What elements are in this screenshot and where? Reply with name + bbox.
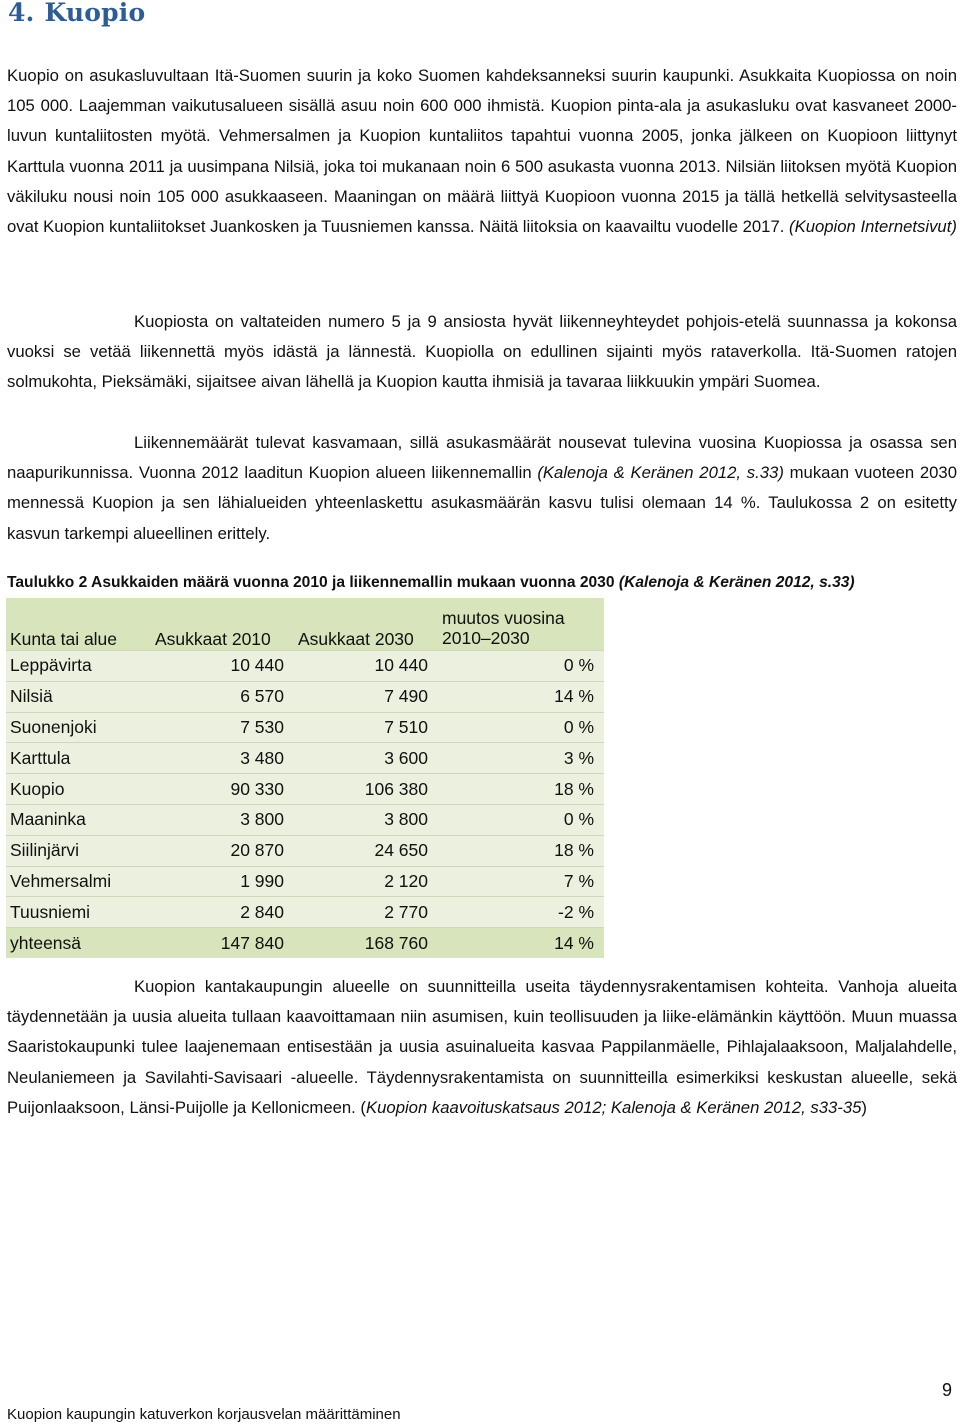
column-header-line: muutos vuosina xyxy=(442,608,565,628)
cell-residents-2010: 1 990 xyxy=(151,866,294,897)
cell-residents-2030: 3 600 xyxy=(294,743,438,774)
table-caption xyxy=(7,574,959,592)
cell-municipality: Vehmersalmi xyxy=(6,866,151,897)
cell-residents-2030: 168 760 xyxy=(294,928,438,958)
paragraph-infill-text-end: ) xyxy=(861,1097,867,1117)
source-reference: Kuopion kaavoituskatsaus 2012; Kalenoja & Keränen 2012, s33-35 xyxy=(366,1097,862,1117)
column-header: Asukkaat 2010 xyxy=(151,598,294,651)
paragraph-traffic-growth xyxy=(7,428,957,549)
section-heading xyxy=(8,0,155,27)
cell-change: 0 % xyxy=(438,712,604,743)
cell-municipality: Karttula xyxy=(6,743,151,774)
cell-change: 7 % xyxy=(438,866,604,897)
cell-municipality: Kuopio xyxy=(6,774,151,805)
table-row xyxy=(6,743,604,774)
table-row xyxy=(6,897,604,928)
section-number: 4. xyxy=(8,0,35,27)
cell-residents-2010: 10 440 xyxy=(151,651,294,682)
cell-residents-2010: 20 870 xyxy=(151,835,294,866)
cell-municipality: Suonenjoki xyxy=(6,712,151,743)
cell-residents-2030: 7 490 xyxy=(294,681,438,712)
cell-residents-2010: 147 840 xyxy=(151,928,294,958)
cell-change: 3 % xyxy=(438,743,604,774)
cell-change: 0 % xyxy=(438,804,604,835)
table-row xyxy=(6,651,604,682)
cell-residents-2030: 3 800 xyxy=(294,804,438,835)
table-row xyxy=(6,804,604,835)
cell-change: 14 % xyxy=(438,681,604,712)
source-reference: (Kalenoja & Keränen 2012, s.33) xyxy=(537,463,784,483)
cell-change: 18 % xyxy=(438,835,604,866)
table-row xyxy=(6,866,604,897)
cell-residents-2030: 10 440 xyxy=(294,651,438,682)
source-reference: (Kuopion Internetsivut) xyxy=(789,217,957,237)
cell-residents-2030: 24 650 xyxy=(294,835,438,866)
cell-residents-2010: 90 330 xyxy=(151,774,294,805)
column-header-change xyxy=(438,598,604,651)
paragraph-traffic-growth-text-end: mukaan vuoteen 2030 mennessä Kuopion ja sen lähialueiden yhteenlaskettu asukasmäärän kasvu tulisi olemaan 14 %. Taulukossa 2 on esitetty kasvun tarkempi alueellinen erittely. xyxy=(7,463,957,543)
cell-municipality: Maaninka xyxy=(6,804,151,835)
cell-municipality: Nilsiä xyxy=(6,681,151,712)
cell-municipality: Siilinjärvi xyxy=(6,835,151,866)
population-table xyxy=(6,598,604,958)
cell-residents-2010: 6 570 xyxy=(151,681,294,712)
cell-change: 14 % xyxy=(438,928,604,958)
paragraph-intro xyxy=(7,61,957,242)
cell-residents-2030: 106 380 xyxy=(294,774,438,805)
cell-residents-2030: 2 120 xyxy=(294,866,438,897)
cell-change: 0 % xyxy=(438,651,604,682)
cell-change: -2 % xyxy=(438,897,604,928)
cell-residents-2010: 3 480 xyxy=(151,743,294,774)
cell-residents-2010: 2 840 xyxy=(151,897,294,928)
cell-residents-2030: 7 510 xyxy=(294,712,438,743)
cell-change: 18 % xyxy=(438,774,604,805)
table-row xyxy=(6,681,604,712)
table-caption-reference: (Kalenoja & Keränen 2012, s.33) xyxy=(618,574,855,591)
paragraph-infill-construction xyxy=(7,972,957,1123)
page-number: 9 xyxy=(941,1380,952,1400)
paragraph-traffic-connections: Kuopiosta on valtateiden numero 5 ja 9 ansiosta hyvät liikenneyhteydet pohjois-etelä suunnassa ja kokonsa vuoksi se vetää liikennettä myös idästä ja lännestä. Kuopiolla on edullinen sijainti myös rataverkolla. Itä-Suomen ratojen solmukohta, Pieksämäki, sijaitsee aivan lähellä ja Kuopion kautta ihmisiä ja tavaraa liikkuukin ympäri Suomea. xyxy=(7,312,957,392)
column-header: Kunta tai alue xyxy=(6,598,151,651)
table-caption-text: Taulukko 2 Asukkaiden määrä vuonna 2010 ja liikennemallin mukaan vuonna 2030 xyxy=(7,574,619,591)
column-header: Asukkaat 2030 xyxy=(294,598,438,651)
table-header-row xyxy=(6,598,604,651)
table-row xyxy=(6,712,604,743)
table-row xyxy=(6,774,604,805)
cell-residents-2010: 3 800 xyxy=(151,804,294,835)
cell-municipality: yhteensä xyxy=(6,928,151,958)
paragraph-intro-text: Kuopio on asukasluvultaan Itä-Suomen suurin ja koko Suomen kahdeksanneksi suurin kaupunki. Asukkaita Kuopiossa on noin 105 000. Laajemman vaikutusalueen sisällä asuu noin 600 000 ihmistä. Kuopion pinta-ala ja asukasluku ovat kasvaneet 2000-luvun kuntaliitosten myötä. Vehmersalmen ja Kuopion kuntaliitos tapahtui vuonna 2005, jonka jälkeen on Kuopioon liittynyt Karttula vuonna 2011 ja uusimpana Nilsiä, joka toi mukanaan noin 6 500 asukasta vuonna 2013. Nilsiän liitoksen myötä Kuopion väkiluku nousi noin 105 000 asukkaaseen. Maaningan on määrä liittyä Kuopioon vuonna 2015 ja tällä hetkellä selvitysasteella ovat Kuopion kuntaliitokset Juankosken ja Tuusniemen kanssa. Näitä liitoksia on kaavailtu vuodelle 2017. xyxy=(7,66,957,237)
page-footer: Kuopion kaupungin katuverkon korjausvelan määrittäminen xyxy=(7,1406,401,1423)
column-header-line: 2010–2030 xyxy=(442,628,530,648)
section-title: Kuopio xyxy=(44,0,146,27)
cell-residents-2010: 7 530 xyxy=(151,712,294,743)
cell-municipality: Tuusniemi xyxy=(6,897,151,928)
cell-residents-2030: 2 770 xyxy=(294,897,438,928)
paragraph-traffic-growth-text: Liikennemäärät tulevat kasvamaan, sillä asukasmäärät nousevat tulevina vuosina Kuopiossa ja osassa sen naapurikunnissa. Vuonna 2012 laaditun Kuopion alueen liikennemallin xyxy=(7,433,957,483)
table-row xyxy=(6,835,604,866)
table-total-row xyxy=(6,928,604,958)
cell-municipality: Leppävirta xyxy=(6,651,151,682)
paragraph-infill-text: Kuopion kantakaupungin alueelle on suunnitteilla useita täydennysrakentamisen kohteita. Vanhoja alueita täydennetään ja uusia alueita tullaan kaavoittamaan niin asumisen, kuin teollisuuden ja liike-elämänkin käyttöön. Muun muassa Saaristokaupunki tulee laajenemaan entisestään ja uusia asuinalueita kasvaa Pappilanmäelle, Pihlajalaaksoon, Maljalahdelle, Neulaniemeen ja Savilahti-Savisaari -alueelle. Täydennysrakentamista on suunnitteilla esimerkiksi keskustan alueelle, sekä Puijonlaaksoon, Länsi-Puijolle ja Kellonicmeen. ( xyxy=(7,977,957,1117)
